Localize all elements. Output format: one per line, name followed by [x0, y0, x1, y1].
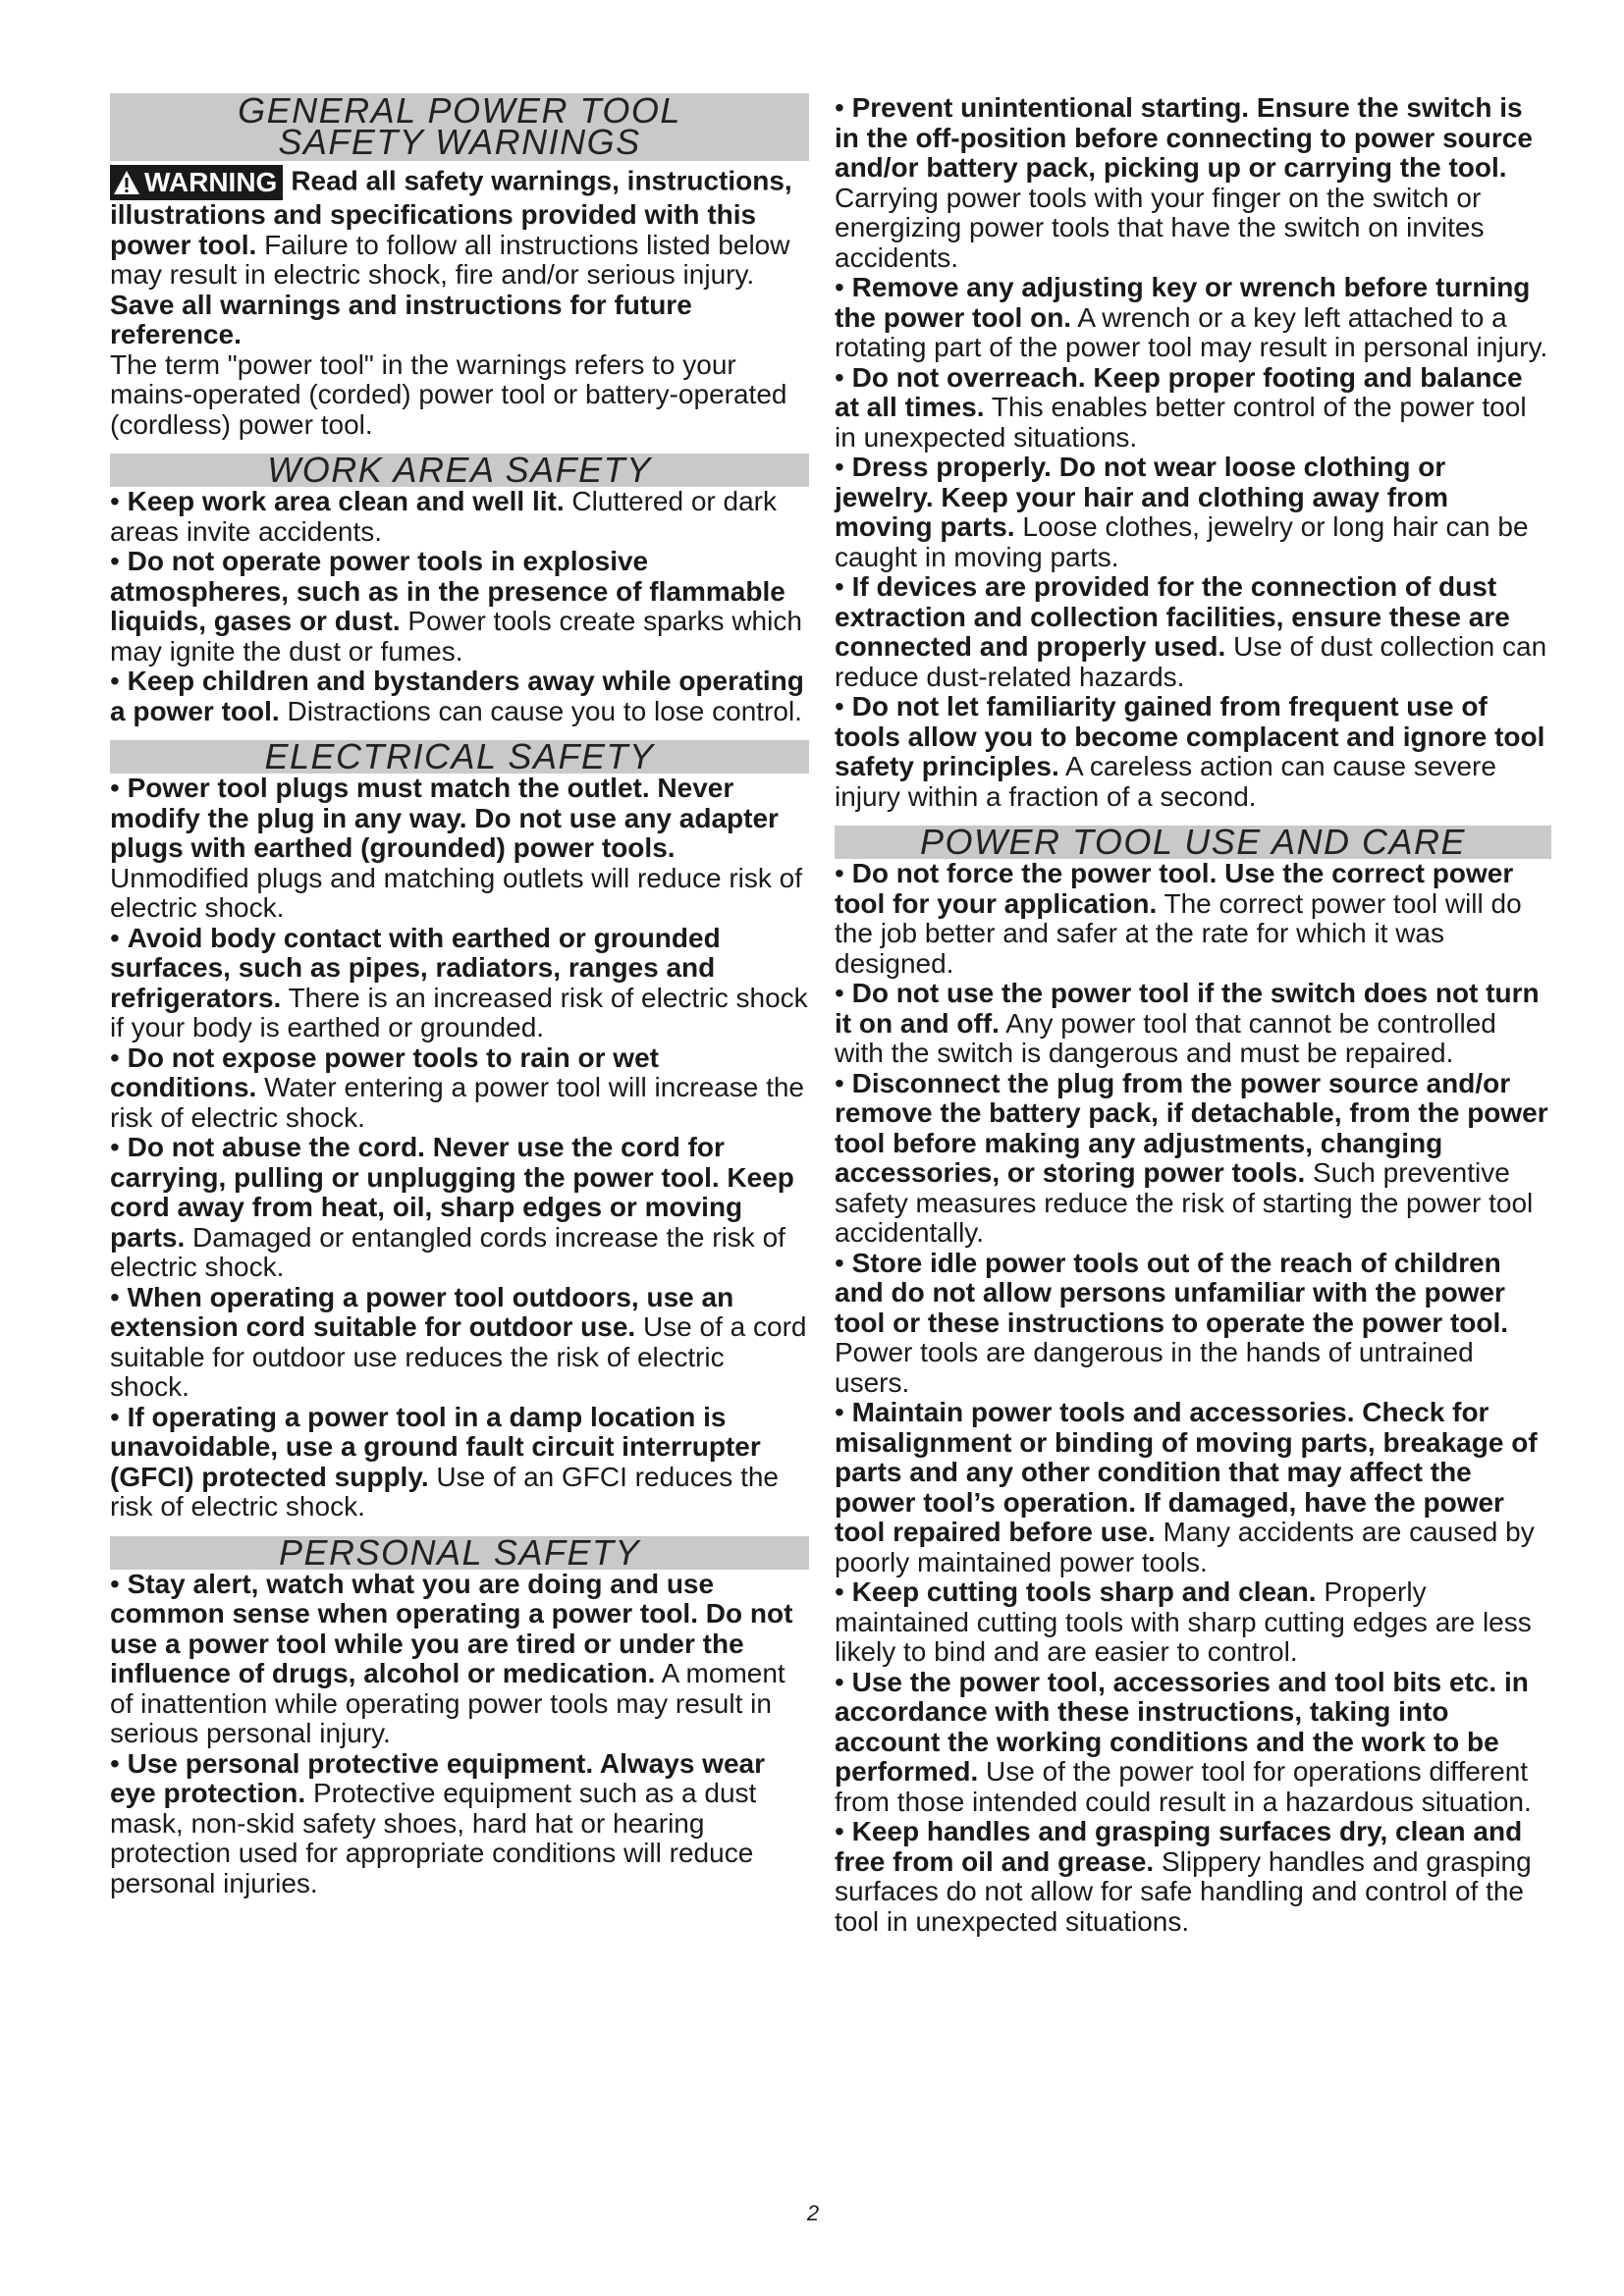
list-item: • If devices are provided for the connection of dust extraction and collection facilities, ensure these are connected and properly used. Use of dust collection can reduce dust-related hazards.	[835, 571, 1547, 692]
item-bold: Keep children and bystanders away while operating a power tool.	[110, 666, 804, 726]
item-text: The correct power tool will do the job better and safer at the rate for which it was designed.	[835, 887, 1522, 979]
list-item: • Do not expose power tools to rain or wet conditions. Water entering a power tool will increase the risk of electric shock.	[110, 1041, 805, 1133]
list-item: • Dress properly. Do not wear loose clothing or jewelry. Keep your hair and clothing away from moving parts. Loose clothes, jewelry or long hair can be caught in moving parts.	[835, 452, 1529, 572]
list-item: • Do not let familiarity gained from frequent use of tools allow you to become complacent and ignore tool safety principles. A careless action can cause severe injury within a fraction of a second.	[835, 691, 1545, 812]
general-title-line1: GENERAL POWER TOOL	[238, 90, 681, 131]
item-text: Water entering a power tool will increase the risk of electric shock.	[110, 1072, 805, 1133]
section-header-electrical: ELECTRICAL SAFETY	[110, 740, 809, 774]
list-item: • Use the power tool, accessories and tool bits etc. in accordance with these instructions, taking into account the working conditions and the work to be performed. Use of the power tool for operations different from those intended could result in a hazardous situation.	[835, 1666, 1532, 1817]
warning-badge	[110, 165, 283, 200]
list-item: • Maintain power tools and accessories. Check for misalignment or binding of moving parts, breakage of parts and any other condition that may affect the power tool’s operation. If damaged, have the power tool repaired before use. Many accidents are caused by poorly maintained power tools.	[835, 1397, 1538, 1577]
left-column	[110, 90, 809, 1898]
item-bold: When operating a power tool outdoors, use an extension cord suitable for outdoor use.	[110, 1281, 734, 1342]
general-title-line2: SAFETY WARNINGS	[278, 122, 641, 162]
item-bold: Prevent unintentional starting. Ensure the switch is in the off-position before connecting to power source and/or battery pack, picking up or carrying the tool.	[835, 92, 1533, 183]
item-text: A careless action can cause severe injury within a fraction of a second.	[835, 751, 1496, 812]
item-text: Such preventive safety measures reduce the risk of starting the power tool accidentally.	[835, 1157, 1534, 1248]
list-item: • Store idle power tools out of the reach of children and do not allow persons unfamiliar with the power tool or these instructions to operate the power tool. Power tools are dangerous in the hands of untrained users.	[835, 1247, 1509, 1398]
list-item: • Keep cutting tools sharp and clean. Properly maintained cutting tools with sharp cutting edges are less likely to bind and are easier to control.	[835, 1576, 1532, 1667]
list-item: • Prevent unintentional starting. Ensure the switch is in the off-position before connecting to power source and/or battery pack, picking up or carrying the tool. Carrying power tools with your finger on the switch or energizing power tools that have the switch on invites accidents.	[835, 92, 1533, 273]
list-item: • Keep children and bystanders away while operating a power tool. Distractions can cause you to lose control.	[110, 666, 804, 726]
item-text: Protective equipment such as a dust mask, non-skid safety shoes, hard hat or hearing protection used for appropriate conditions will reduce personal injuries.	[110, 1778, 757, 1898]
general-intro-bold2: Save all warnings and instructions for future reference.	[110, 289, 692, 349]
list-item: • Remove any adjusting key or wrench before turning the power tool on. A wrench or a key left attached to a rotating part of the power tool may result in personal injury.	[835, 272, 1548, 362]
list-item: • Do not force the power tool. Use the correct power tool for your application. The correct power tool will do the job better and safer at the rate for which it was designed.	[835, 858, 1522, 979]
item-text: Use of a cord suitable for outdoor use reduces the risk of electric shock.	[110, 1311, 807, 1402]
item-text: Loose clothes, jewelry or long hair can be caught in moving parts.	[835, 511, 1529, 572]
general-intro	[110, 165, 809, 350]
list-item: • Use personal protective equipment. Always wear eye protection. Protective equipment such as a dust mask, non-skid safety shoes, hard hat or hearing protection used for appropriate conditions will reduce personal injuries.	[110, 1747, 765, 1898]
item-bold: Maintain power tools and accessories. Check for misalignment or binding of moving parts, breakage of parts and any other condition that may affect the power tool’s operation. If damaged, have the power tool repaired before use.	[835, 1397, 1538, 1547]
item-bold: Store idle power tools out of the reach of children and do not allow persons unfamiliar with the power tool or these instructions to operate the power tool.	[835, 1247, 1509, 1338]
section-header-personal: PERSONAL SAFETY	[110, 1536, 809, 1570]
list-item: • Stay alert, watch what you are doing and use common sense when operating a power tool. Do not use a power tool while you are tired or under the influence of drugs, alcohol or medication. A moment of inattention while operating power tools may result in serious personal injury.	[110, 1568, 793, 1748]
item-bold: Power tool plugs must match the outlet. Never modify the plug in any way. Do not use any adapter plugs with earthed (grounded) power tools.	[110, 773, 779, 863]
item-bold: Dress properly. Do not wear loose clothing or jewelry. Keep your hair and clothing away from moving parts.	[835, 452, 1448, 542]
item-text: Slippery handles and grasping surfaces do not allow for safe handling and control of the tool in unexpected situations.	[835, 1845, 1532, 1937]
section-header-use-care: POWER TOOL USE AND CARE	[835, 826, 1551, 859]
work-area-list	[110, 487, 809, 726]
electrical-list	[110, 774, 809, 1522]
item-text: Properly maintained cutting tools with sharp cutting edges are less likely to bind and are easier to control.	[835, 1576, 1532, 1667]
section-header-work-area: WORK AREA SAFETY	[110, 454, 809, 487]
warning-label: WARNING	[144, 166, 278, 197]
item-text: Cluttered or dark areas invite accidents.	[110, 486, 777, 547]
general-intro-text: Failure to follow all instructions listed below may result in electric shock, fire and/or serious injury.	[110, 229, 790, 290]
item-text: Damaged or entangled cords increase the risk of electric shock.	[110, 1221, 785, 1282]
item-bold: Do not operate power tools in explosive atmospheres, such as in the presence of flammable liquids, gases or dust.	[110, 546, 785, 636]
item-text: There is an increased risk of electric shock if your body is earthed or grounded.	[110, 982, 808, 1042]
item-text: Distractions can cause you to lose control.	[279, 695, 802, 726]
item-bold: If operating a power tool in a damp location is unavoidable, use a ground fault circuit interrupter (GFCI) protected supply.	[110, 1401, 761, 1492]
item-bold: Keep cutting tools sharp and clean.	[851, 1576, 1317, 1607]
item-bold: Do not overreach. Keep proper footing and balance at all times.	[835, 361, 1523, 422]
item-text: Use of an GFCI reduces the risk of electric shock.	[110, 1461, 779, 1522]
personal-list	[110, 1570, 809, 1899]
list-item: • Do not operate power tools in explosive atmospheres, such as in the presence of flammable liquids, gases or dust. Power tools create sparks which may ignite the dust or fumes.	[110, 546, 802, 667]
list-item: • Keep handles and grasping surfaces dry, clean and free from oil and grease. Slippery handles and grasping surfaces do not allow for safe handling and control of the tool in unexpected situations.	[835, 1816, 1532, 1937]
item-bold: Do not abuse the cord. Never use the cord for carrying, pulling or unplugging the power tool. Keep cord away from heat, oil, sharp edges or moving parts.	[110, 1132, 794, 1253]
item-bold: Use the power tool, accessories and tool bits etc. in accordance with these instructions, taking into account the working conditions and the work to be performed.	[835, 1666, 1529, 1787]
item-bold: Do not force the power tool. Use the correct power tool for your application.	[835, 858, 1514, 919]
list-item: • Do not overreach. Keep proper footing and balance at all times. This enables better control of the power tool in unexpected situations.	[835, 361, 1527, 453]
section-header-general	[110, 90, 809, 162]
general-term: The term "power tool" in the warnings refers to your mains-operated (corded) power tool or battery-operated (cordless) power tool.	[110, 348, 787, 440]
item-text: Power tools are dangerous in the hands of untrained users.	[835, 1337, 1474, 1398]
list-item: • When operating a power tool outdoors, use an extension cord suitable for outdoor use. Use of a cord suitable for outdoor use reduces the risk of electric shock.	[110, 1281, 807, 1402]
personal-cont-list	[835, 93, 1551, 812]
item-text: A moment of inattention while operating power tools may result in serious personal injury.	[110, 1658, 785, 1748]
list-item: • Keep work area clean and well lit. Cluttered or dark areas invite accidents.	[110, 486, 777, 547]
item-text: Use of dust collection can reduce dust-related hazards.	[835, 631, 1547, 692]
list-item: • If operating a power tool in a damp location is unavoidable, use a ground fault circuit interrupter (GFCI) protected supply. Use of an GFCI reduces the risk of electric shock.	[110, 1401, 779, 1522]
item-text: Power tools create sparks which may ignite the dust or fumes.	[110, 606, 802, 667]
item-text: This enables better control of the power tool in unexpected situations.	[835, 392, 1527, 453]
item-bold: Stay alert, watch what you are doing and use common sense when operating a power tool. Do not use a power tool while you are tired or under the influence of drugs, alcohol or medication.	[110, 1568, 793, 1688]
item-bold: Do not use the power tool if the switch does not turn it on and off.	[835, 978, 1540, 1039]
list-item: • Power tool plugs must match the outlet. Never modify the plug in any way. Do not use any adapter plugs with earthed (grounded) power tools. Unmodified plugs and matching outlets will reduce risk of electric shock.	[110, 773, 803, 923]
list-item: • Do not abuse the cord. Never use the cord for carrying, pulling or unplugging the power tool. Keep cord away from heat, oil, sharp edges or moving parts. Damaged or entangled cords increase the risk of electric shock.	[110, 1132, 794, 1282]
item-text: A wrench or a key left attached to a rotating part of the power tool may result in personal injury.	[835, 301, 1548, 362]
item-bold: Remove any adjusting key or wrench before turning the power tool on.	[835, 272, 1531, 333]
use-care-list	[835, 859, 1551, 1937]
list-item: • Do not use the power tool if the switch does not turn it on and off. Any power tool that cannot be controlled with the switch is dangerous and must be repaired.	[835, 978, 1540, 1068]
right-column	[835, 93, 1551, 1937]
item-text: Use of the power tool for operations different from those intended could result in a hazardous situation.	[835, 1756, 1532, 1817]
item-bold: If devices are provided for the connection of dust extraction and collection facilities, ensure these are connected and properly used.	[835, 571, 1510, 662]
item-text: Many accidents are caused by poorly maintained power tools.	[835, 1517, 1535, 1577]
item-text: Any power tool that cannot be controlled with the switch is dangerous and must be repaired.	[835, 1007, 1496, 1068]
item-bold: Keep work area clean and well lit.	[127, 486, 565, 516]
item-bold: Do not expose power tools to rain or wet conditions.	[110, 1041, 659, 1102]
item-text: Unmodified plugs and matching outlets will reduce risk of electric shock.	[110, 862, 803, 923]
item-bold: Keep handles and grasping surfaces dry, clean and free from oil and grease.	[835, 1816, 1523, 1877]
list-item: • Disconnect the plug from the power source and/or remove the battery pack, if detachable, from the power tool before making any adjustments, changing accessories, or storing power tools. Such preventive safety measures reduce the risk of starting the power tool accidentally.	[835, 1067, 1548, 1248]
item-bold: Use personal protective equipment. Always wear eye protection.	[110, 1747, 765, 1808]
item-bold: Do not let familiarity gained from frequent use of tools allow you to become complacent and ignore tool safety principles.	[835, 691, 1545, 781]
page-number: 2	[806, 2201, 820, 2225]
general-intro-bold: Read all safety warnings, instructions, illustrations and specifications provided with this power tool.	[110, 165, 792, 260]
item-bold: Disconnect the plug from the power source and/or remove the battery pack, if detachable, from the power tool before making any adjustments, changing accessories, or storing power tools.	[835, 1067, 1548, 1188]
warning-triangle-icon	[112, 169, 141, 196]
list-item: • Avoid body contact with earthed or grounded surfaces, such as pipes, radiators, ranges and refrigerators. There is an increased risk of electric shock if your body is earthed or grounded.	[110, 922, 808, 1042]
item-bold: Avoid body contact with earthed or grounded surfaces, such as pipes, radiators, ranges and refrigerators.	[110, 922, 721, 1013]
item-text: Carrying power tools with your finger on the switch or energizing power tools that have the switch on invites accidents.	[835, 182, 1485, 273]
